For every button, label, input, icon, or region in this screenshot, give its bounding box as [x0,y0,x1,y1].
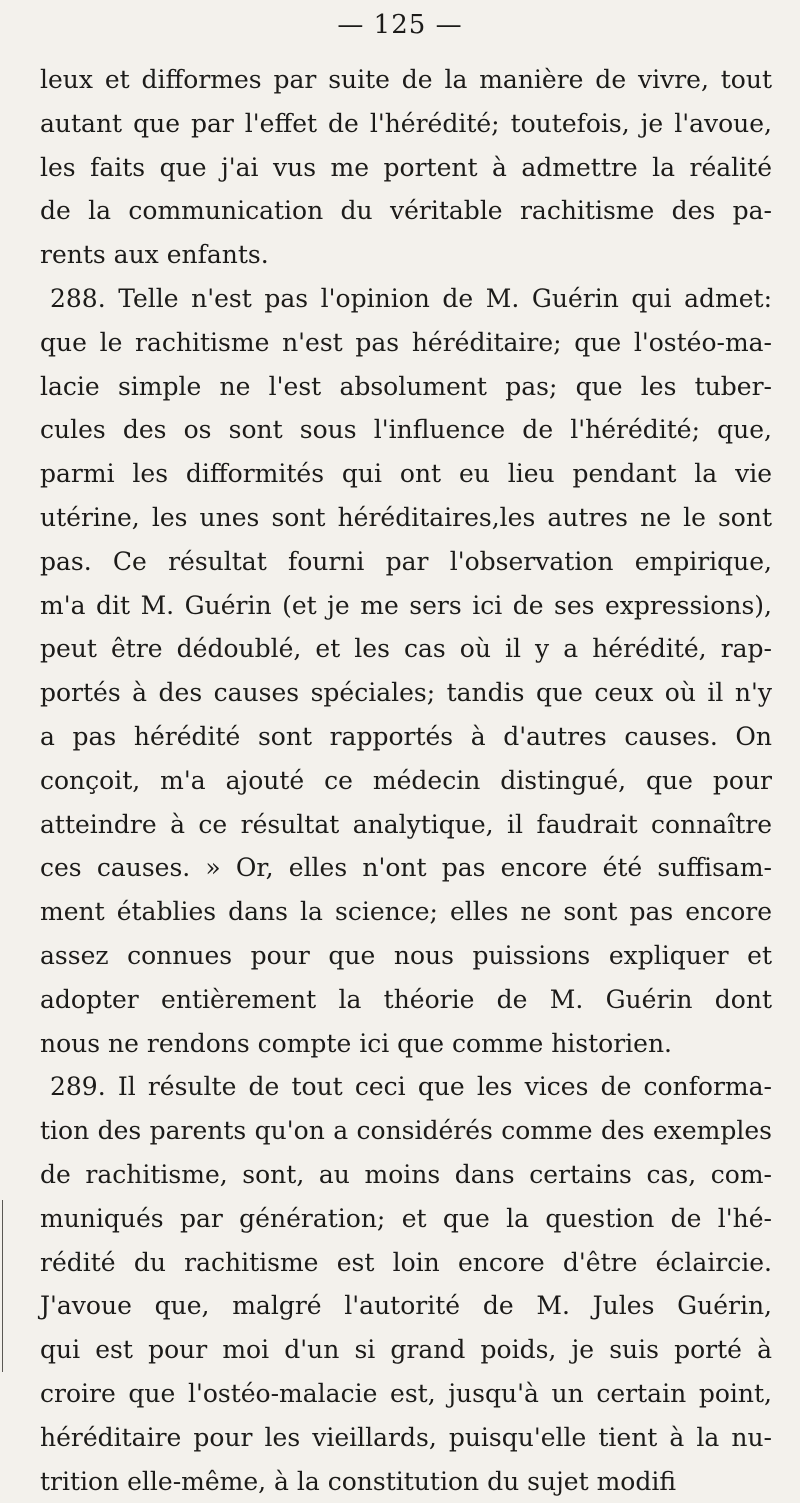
text-line: parmi les difformités qui ont eu lieu pendant la vie [40,452,772,496]
text-line: de la communication du véritable rachitisme des pa- [40,189,772,233]
text-line: tion des parents qu'on a considérés comme des exemples [40,1109,772,1153]
text-line: que le rachitisme n'est pas héréditaire; que l'ostéo-ma- [40,321,772,365]
text-line: nous ne rendons compte ici que comme historien. [40,1022,772,1066]
text-line: ment établies dans la science; elles ne sont pas encore [40,890,772,934]
text-line: croire que l'ostéo-malacie est, jusqu'à un certain point, [40,1372,772,1416]
text-line: conçoit, m'a ajouté ce médecin distingué, que pour [40,759,772,803]
text-line: ces causes. » Or, elles n'ont pas encore été suffisam- [40,846,772,890]
text-line: adopter entièrement la théorie de M. Guérin dont [40,978,772,1022]
text-line: a pas hérédité sont rapportés à d'autres causes. On [40,715,772,759]
page-number-header: — 125 — [0,10,800,40]
text-line: assez connues pour que nous puissions expliquer et [40,934,772,978]
text-line: utérine, les unes sont héréditaires,les autres ne le sont [40,496,772,540]
text-line: lacie simple ne l'est absolument pas; que les tuber- [40,365,772,409]
text-line: autant que par l'effet de l'hérédité; toutefois, je l'avoue, [40,102,772,146]
text-line: rents aux enfants. [40,233,772,277]
text-line: qui est pour moi d'un si grand poids, je suis porté à [40,1328,772,1372]
page-body-text [40,58,772,1503]
text-line: héréditaire pour les vieillards, puisqu'elle tient à la nu- [40,1416,772,1460]
text-line: trition elle-même, à la constitution du sujet modifi [40,1460,772,1503]
text-line: atteindre à ce résultat analytique, il faudrait connaître [40,803,772,847]
text-line: rédité du rachitisme est loin encore d'être éclaircie. [40,1241,772,1285]
text-line: cules des os sont sous l'influence de l'hérédité; que, [40,408,772,452]
text-line: peut être dédoublé, et les cas où il y a hérédité, rap- [40,627,772,671]
text-line: m'a dit M. Guérin (et je me sers ici de ses expressions), [40,584,772,628]
text-line: portés à des causes spéciales; tandis que ceux où il n'y [40,671,772,715]
paragraph-289-start: 289. Il résulte de tout ceci que les vices de conforma- [40,1065,772,1109]
text-line: pas. Ce résultat fourni par l'observation empirique, [40,540,772,584]
text-line: leux et difformes par suite de la manière de vivre, tout [40,58,772,102]
text-line: de rachitisme, sont, au moins dans certains cas, com- [40,1153,772,1197]
text-line: J'avoue que, malgré l'autorité de M. Jules Guérin, [40,1284,772,1328]
page-edge-mark [2,1200,3,1372]
paragraph-288-start: 288. Telle n'est pas l'opinion de M. Guérin qui admet: [40,277,772,321]
text-line: muniqués par génération; et que la question de l'hé- [40,1197,772,1241]
text-line: les faits que j'ai vus me portent à admettre la réalité [40,146,772,190]
